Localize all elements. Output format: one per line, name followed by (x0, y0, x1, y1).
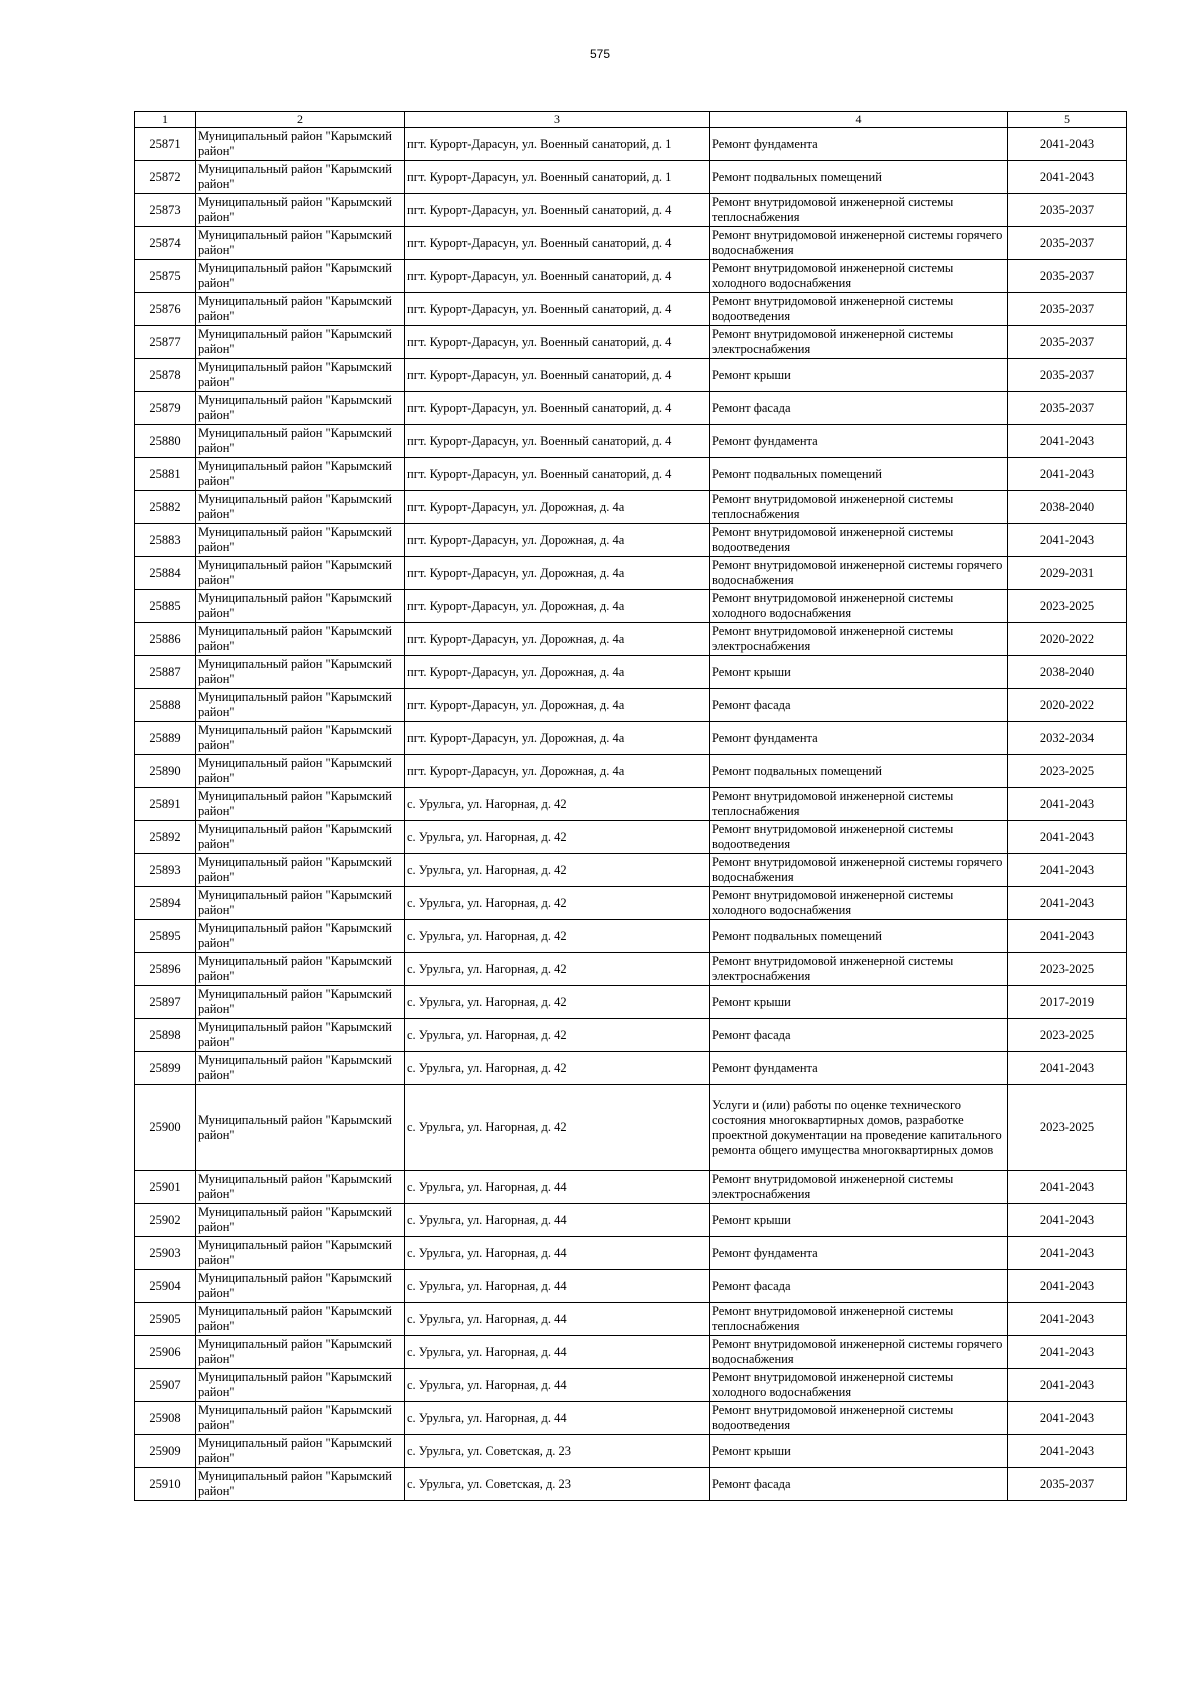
row-number-cell: 25910 (135, 1468, 196, 1501)
municipality-cell: Муниципальный район "Карымский район" (196, 1204, 405, 1237)
address-cell: пгт. Курорт-Дарасун, ул. Дорожная, д. 4а (405, 689, 710, 722)
table-row (135, 359, 1127, 392)
row-number-cell: 25876 (135, 293, 196, 326)
period-cell: 2041-2043 (1008, 1052, 1127, 1085)
work-type-cell: Ремонт внутридомовой инженерной системы холодного водоснабжения (710, 590, 1008, 623)
table-row (135, 260, 1127, 293)
table-row (135, 1171, 1127, 1204)
period-cell: 2041-2043 (1008, 1237, 1127, 1270)
municipality-cell: Муниципальный район "Карымский район" (196, 458, 405, 491)
municipality-cell: Муниципальный район "Карымский район" (196, 821, 405, 854)
municipality-cell: Муниципальный район "Карымский район" (196, 689, 405, 722)
work-type-cell: Ремонт подвальных помещений (710, 458, 1008, 491)
address-cell: с. Урульга, ул. Нагорная, д. 42 (405, 887, 710, 920)
municipality-cell: Муниципальный район "Карымский район" (196, 1435, 405, 1468)
work-type-cell: Ремонт внутридомовой инженерной системы горячего водоснабжения (710, 1336, 1008, 1369)
address-cell: пгт. Курорт-Дарасун, ул. Военный санаторий, д. 4 (405, 458, 710, 491)
row-number-cell: 25898 (135, 1019, 196, 1052)
row-number-cell: 25905 (135, 1303, 196, 1336)
work-type-cell: Ремонт внутридомовой инженерной системы холодного водоснабжения (710, 1369, 1008, 1402)
period-cell: 2020-2022 (1008, 623, 1127, 656)
address-cell: пгт. Курорт-Дарасун, ул. Военный санаторий, д. 1 (405, 161, 710, 194)
table-row (135, 623, 1127, 656)
address-cell: с. Урульга, ул. Нагорная, д. 42 (405, 1085, 710, 1171)
row-number-cell: 25871 (135, 128, 196, 161)
row-number-cell: 25890 (135, 755, 196, 788)
period-cell: 2041-2043 (1008, 887, 1127, 920)
municipality-cell: Муниципальный район "Карымский район" (196, 1171, 405, 1204)
municipality-cell: Муниципальный район "Карымский район" (196, 788, 405, 821)
work-type-cell: Ремонт внутридомовой инженерной системы теплоснабжения (710, 1303, 1008, 1336)
period-cell: 2041-2043 (1008, 425, 1127, 458)
work-type-cell: Ремонт внутридомовой инженерной системы электроснабжения (710, 623, 1008, 656)
municipality-cell: Муниципальный район "Карымский район" (196, 1270, 405, 1303)
work-type-cell: Ремонт внутридомовой инженерной системы горячего водоснабжения (710, 854, 1008, 887)
table-header-row (135, 112, 1127, 128)
address-cell: с. Урульга, ул. Нагорная, д. 42 (405, 788, 710, 821)
municipality-cell: Муниципальный район "Карымский район" (196, 623, 405, 656)
address-cell: с. Урульга, ул. Нагорная, д. 44 (405, 1237, 710, 1270)
table-row (135, 920, 1127, 953)
row-number-cell: 25878 (135, 359, 196, 392)
period-cell: 2041-2043 (1008, 524, 1127, 557)
registry-table (134, 111, 1127, 1501)
row-number-cell: 25909 (135, 1435, 196, 1468)
row-number-cell: 25886 (135, 623, 196, 656)
row-number-cell: 25880 (135, 425, 196, 458)
table-row (135, 1303, 1127, 1336)
work-type-cell: Ремонт внутридомовой инженерной системы горячего водоснабжения (710, 557, 1008, 590)
municipality-cell: Муниципальный район "Карымский район" (196, 359, 405, 392)
table-row (135, 1085, 1127, 1171)
period-cell: 2038-2040 (1008, 491, 1127, 524)
address-cell: с. Урульга, ул. Нагорная, д. 44 (405, 1270, 710, 1303)
period-cell: 2035-2037 (1008, 293, 1127, 326)
municipality-cell: Муниципальный район "Карымский район" (196, 1237, 405, 1270)
row-number-cell: 25899 (135, 1052, 196, 1085)
registry-table-body (135, 112, 1127, 1501)
period-cell: 2041-2043 (1008, 128, 1127, 161)
row-number-cell: 25891 (135, 788, 196, 821)
period-cell: 2029-2031 (1008, 557, 1127, 590)
period-cell: 2041-2043 (1008, 788, 1127, 821)
table-row (135, 392, 1127, 425)
period-cell: 2041-2043 (1008, 1369, 1127, 1402)
table-row (135, 524, 1127, 557)
row-number-cell: 25881 (135, 458, 196, 491)
period-cell: 2041-2043 (1008, 1303, 1127, 1336)
municipality-cell: Муниципальный район "Карымский район" (196, 986, 405, 1019)
table-row (135, 128, 1127, 161)
table-row (135, 854, 1127, 887)
work-type-cell: Ремонт внутридомовой инженерной системы водоотведения (710, 524, 1008, 557)
row-number-cell: 25888 (135, 689, 196, 722)
period-cell: 2038-2040 (1008, 656, 1127, 689)
period-cell: 2041-2043 (1008, 1270, 1127, 1303)
table-row (135, 1052, 1127, 1085)
municipality-cell: Муниципальный район "Карымский район" (196, 920, 405, 953)
table-row (135, 788, 1127, 821)
table-row (135, 1336, 1127, 1369)
row-number-cell: 25892 (135, 821, 196, 854)
municipality-cell: Муниципальный район "Карымский район" (196, 590, 405, 623)
row-number-cell: 25895 (135, 920, 196, 953)
address-cell: пгт. Курорт-Дарасун, ул. Дорожная, д. 4а (405, 722, 710, 755)
work-type-cell: Ремонт фасада (710, 1468, 1008, 1501)
period-cell: 2041-2043 (1008, 161, 1127, 194)
row-number-cell: 25908 (135, 1402, 196, 1435)
period-cell: 2023-2025 (1008, 953, 1127, 986)
table-row (135, 491, 1127, 524)
municipality-cell: Муниципальный район "Карымский район" (196, 953, 405, 986)
municipality-cell: Муниципальный район "Карымский район" (196, 854, 405, 887)
table-row (135, 821, 1127, 854)
table-row (135, 161, 1127, 194)
address-cell: пгт. Курорт-Дарасун, ул. Дорожная, д. 4а (405, 656, 710, 689)
row-number-cell: 25893 (135, 854, 196, 887)
period-cell: 2035-2037 (1008, 359, 1127, 392)
municipality-cell: Муниципальный район "Карымский район" (196, 326, 405, 359)
municipality-cell: Муниципальный район "Карымский район" (196, 260, 405, 293)
work-type-cell: Ремонт подвальных помещений (710, 920, 1008, 953)
row-number-cell: 25904 (135, 1270, 196, 1303)
row-number-cell: 25900 (135, 1085, 196, 1171)
table-row (135, 1435, 1127, 1468)
municipality-cell: Муниципальный район "Карымский район" (196, 656, 405, 689)
address-cell: с. Урульга, ул. Нагорная, д. 42 (405, 854, 710, 887)
table-row (135, 227, 1127, 260)
table-row (135, 1402, 1127, 1435)
table-row (135, 1019, 1127, 1052)
row-number-cell: 25901 (135, 1171, 196, 1204)
row-number-cell: 25897 (135, 986, 196, 1019)
municipality-cell: Муниципальный район "Карымский район" (196, 293, 405, 326)
work-type-cell: Ремонт внутридомовой инженерной системы электроснабжения (710, 1171, 1008, 1204)
work-type-cell: Ремонт внутридомовой инженерной системы водоотведения (710, 821, 1008, 854)
row-number-cell: 25875 (135, 260, 196, 293)
table-row (135, 722, 1127, 755)
period-cell: 2041-2043 (1008, 1171, 1127, 1204)
header-cell-4: 4 (710, 112, 1008, 128)
period-cell: 2035-2037 (1008, 260, 1127, 293)
address-cell: пгт. Курорт-Дарасун, ул. Дорожная, д. 4а (405, 557, 710, 590)
period-cell: 2020-2022 (1008, 689, 1127, 722)
header-cell-3: 3 (405, 112, 710, 128)
municipality-cell: Муниципальный район "Карымский район" (196, 1402, 405, 1435)
row-number-cell: 25877 (135, 326, 196, 359)
address-cell: пгт. Курорт-Дарасун, ул. Военный санаторий, д. 4 (405, 194, 710, 227)
period-cell: 2023-2025 (1008, 1085, 1127, 1171)
municipality-cell: Муниципальный район "Карымский район" (196, 227, 405, 260)
municipality-cell: Муниципальный район "Карымский район" (196, 425, 405, 458)
address-cell: пгт. Курорт-Дарасун, ул. Дорожная, д. 4а (405, 491, 710, 524)
work-type-cell: Ремонт внутридомовой инженерной системы электроснабжения (710, 326, 1008, 359)
table-row (135, 887, 1127, 920)
work-type-cell: Ремонт фундамента (710, 1237, 1008, 1270)
address-cell: с. Урульга, ул. Советская, д. 23 (405, 1468, 710, 1501)
work-type-cell: Ремонт фасада (710, 689, 1008, 722)
municipality-cell: Муниципальный район "Карымский район" (196, 194, 405, 227)
row-number-cell: 25873 (135, 194, 196, 227)
table-row (135, 194, 1127, 227)
period-cell: 2023-2025 (1008, 590, 1127, 623)
table-row (135, 689, 1127, 722)
address-cell: пгт. Курорт-Дарасун, ул. Военный санаторий, д. 4 (405, 359, 710, 392)
period-cell: 2032-2034 (1008, 722, 1127, 755)
row-number-cell: 25907 (135, 1369, 196, 1402)
municipality-cell: Муниципальный район "Карымский район" (196, 1085, 405, 1171)
period-cell: 2041-2043 (1008, 1402, 1127, 1435)
table-row (135, 755, 1127, 788)
period-cell: 2035-2037 (1008, 194, 1127, 227)
row-number-cell: 25882 (135, 491, 196, 524)
municipality-cell: Муниципальный район "Карымский район" (196, 392, 405, 425)
row-number-cell: 25874 (135, 227, 196, 260)
period-cell: 2023-2025 (1008, 1019, 1127, 1052)
address-cell: пгт. Курорт-Дарасун, ул. Военный санаторий, д. 4 (405, 425, 710, 458)
address-cell: с. Урульга, ул. Нагорная, д. 42 (405, 1052, 710, 1085)
table-row (135, 656, 1127, 689)
table-row (135, 326, 1127, 359)
work-type-cell: Ремонт внутридомовой инженерной системы теплоснабжения (710, 491, 1008, 524)
work-type-cell: Ремонт крыши (710, 1204, 1008, 1237)
period-cell: 2017-2019 (1008, 986, 1127, 1019)
work-type-cell: Ремонт подвальных помещений (710, 755, 1008, 788)
period-cell: 2041-2043 (1008, 821, 1127, 854)
address-cell: пгт. Курорт-Дарасун, ул. Военный санаторий, д. 4 (405, 392, 710, 425)
address-cell: с. Урульга, ул. Нагорная, д. 42 (405, 986, 710, 1019)
period-cell: 2035-2037 (1008, 326, 1127, 359)
municipality-cell: Муниципальный район "Карымский район" (196, 1019, 405, 1052)
work-type-cell: Ремонт фасада (710, 1019, 1008, 1052)
address-cell: пгт. Курорт-Дарасун, ул. Дорожная, д. 4а (405, 623, 710, 656)
row-number-cell: 25896 (135, 953, 196, 986)
table-row (135, 1270, 1127, 1303)
municipality-cell: Муниципальный район "Карымский район" (196, 1303, 405, 1336)
municipality-cell: Муниципальный район "Карымский район" (196, 1468, 405, 1501)
address-cell: с. Урульга, ул. Нагорная, д. 44 (405, 1369, 710, 1402)
work-type-cell: Ремонт внутридомовой инженерной системы водоотведения (710, 293, 1008, 326)
header-cell-1: 1 (135, 112, 196, 128)
municipality-cell: Муниципальный район "Карымский район" (196, 722, 405, 755)
municipality-cell: Муниципальный район "Карымский район" (196, 557, 405, 590)
table-row (135, 1204, 1127, 1237)
period-cell: 2035-2037 (1008, 227, 1127, 260)
work-type-cell: Ремонт фундамента (710, 722, 1008, 755)
table-row (135, 293, 1127, 326)
work-type-cell: Ремонт внутридомовой инженерной системы холодного водоснабжения (710, 260, 1008, 293)
work-type-cell: Ремонт фундамента (710, 1052, 1008, 1085)
period-cell: 2035-2037 (1008, 1468, 1127, 1501)
address-cell: с. Урульга, ул. Нагорная, д. 44 (405, 1171, 710, 1204)
address-cell: пгт. Курорт-Дарасун, ул. Военный санаторий, д. 4 (405, 227, 710, 260)
work-type-cell: Ремонт фасада (710, 392, 1008, 425)
table-row (135, 590, 1127, 623)
row-number-cell: 25889 (135, 722, 196, 755)
address-cell: с. Урульга, ул. Нагорная, д. 42 (405, 920, 710, 953)
table-row (135, 1369, 1127, 1402)
row-number-cell: 25894 (135, 887, 196, 920)
municipality-cell: Муниципальный район "Карымский район" (196, 491, 405, 524)
work-type-cell: Услуги и (или) работы по оценке технического состояния многоквартирных домов, разработке проектной документации на проведение капитального ремонта общего имущества многоквартирных домов (710, 1085, 1008, 1171)
header-cell-2: 2 (196, 112, 405, 128)
row-number-cell: 25887 (135, 656, 196, 689)
municipality-cell: Муниципальный район "Карымский район" (196, 755, 405, 788)
work-type-cell: Ремонт крыши (710, 656, 1008, 689)
municipality-cell: Муниципальный район "Карымский район" (196, 1369, 405, 1402)
address-cell: с. Урульга, ул. Нагорная, д. 42 (405, 1019, 710, 1052)
work-type-cell: Ремонт внутридомовой инженерной системы водоотведения (710, 1402, 1008, 1435)
row-number-cell: 25883 (135, 524, 196, 557)
period-cell: 2041-2043 (1008, 920, 1127, 953)
work-type-cell: Ремонт фасада (710, 1270, 1008, 1303)
municipality-cell: Муниципальный район "Карымский район" (196, 161, 405, 194)
work-type-cell: Ремонт подвальных помещений (710, 161, 1008, 194)
period-cell: 2041-2043 (1008, 458, 1127, 491)
period-cell: 2023-2025 (1008, 755, 1127, 788)
row-number-cell: 25903 (135, 1237, 196, 1270)
address-cell: пгт. Курорт-Дарасун, ул. Военный санаторий, д. 4 (405, 260, 710, 293)
row-number-cell: 25879 (135, 392, 196, 425)
row-number-cell: 25902 (135, 1204, 196, 1237)
row-number-cell: 25872 (135, 161, 196, 194)
work-type-cell: Ремонт крыши (710, 359, 1008, 392)
address-cell: с. Урульга, ул. Нагорная, д. 42 (405, 821, 710, 854)
work-type-cell: Ремонт фундамента (710, 425, 1008, 458)
table-row (135, 986, 1127, 1019)
municipality-cell: Муниципальный район "Карымский район" (196, 128, 405, 161)
work-type-cell: Ремонт внутридомовой инженерной системы холодного водоснабжения (710, 887, 1008, 920)
row-number-cell: 25906 (135, 1336, 196, 1369)
work-type-cell: Ремонт крыши (710, 986, 1008, 1019)
address-cell: пгт. Курорт-Дарасун, ул. Военный санаторий, д. 1 (405, 128, 710, 161)
address-cell: с. Урульга, ул. Нагорная, д. 42 (405, 953, 710, 986)
address-cell: пгт. Курорт-Дарасун, ул. Дорожная, д. 4а (405, 524, 710, 557)
work-type-cell: Ремонт внутридомовой инженерной системы электроснабжения (710, 953, 1008, 986)
table-row (135, 953, 1127, 986)
address-cell: с. Урульга, ул. Советская, д. 23 (405, 1435, 710, 1468)
work-type-cell: Ремонт фундамента (710, 128, 1008, 161)
row-number-cell: 25885 (135, 590, 196, 623)
period-cell: 2041-2043 (1008, 1204, 1127, 1237)
table-row (135, 1468, 1127, 1501)
address-cell: с. Урульга, ул. Нагорная, д. 44 (405, 1204, 710, 1237)
period-cell: 2041-2043 (1008, 854, 1127, 887)
address-cell: пгт. Курорт-Дарасун, ул. Военный санаторий, д. 4 (405, 293, 710, 326)
address-cell: с. Урульга, ул. Нагорная, д. 44 (405, 1303, 710, 1336)
address-cell: пгт. Курорт-Дарасун, ул. Военный санаторий, д. 4 (405, 326, 710, 359)
municipality-cell: Муниципальный район "Карымский район" (196, 1336, 405, 1369)
municipality-cell: Муниципальный район "Карымский район" (196, 1052, 405, 1085)
municipality-cell: Муниципальный район "Карымский район" (196, 887, 405, 920)
address-cell: пгт. Курорт-Дарасун, ул. Дорожная, д. 4а (405, 755, 710, 788)
row-number-cell: 25884 (135, 557, 196, 590)
address-cell: с. Урульга, ул. Нагорная, д. 44 (405, 1402, 710, 1435)
work-type-cell: Ремонт внутридомовой инженерной системы теплоснабжения (710, 194, 1008, 227)
period-cell: 2041-2043 (1008, 1435, 1127, 1468)
work-type-cell: Ремонт крыши (710, 1435, 1008, 1468)
municipality-cell: Муниципальный район "Карымский район" (196, 524, 405, 557)
header-cell-5: 5 (1008, 112, 1127, 128)
table-row (135, 425, 1127, 458)
address-cell: с. Урульга, ул. Нагорная, д. 44 (405, 1336, 710, 1369)
work-type-cell: Ремонт внутридомовой инженерной системы теплоснабжения (710, 788, 1008, 821)
table-row (135, 557, 1127, 590)
address-cell: пгт. Курорт-Дарасун, ул. Дорожная, д. 4а (405, 590, 710, 623)
work-type-cell: Ремонт внутридомовой инженерной системы горячего водоснабжения (710, 227, 1008, 260)
table-row (135, 1237, 1127, 1270)
page-number: 575 (589, 47, 611, 61)
period-cell: 2041-2043 (1008, 1336, 1127, 1369)
period-cell: 2035-2037 (1008, 392, 1127, 425)
table-row (135, 458, 1127, 491)
